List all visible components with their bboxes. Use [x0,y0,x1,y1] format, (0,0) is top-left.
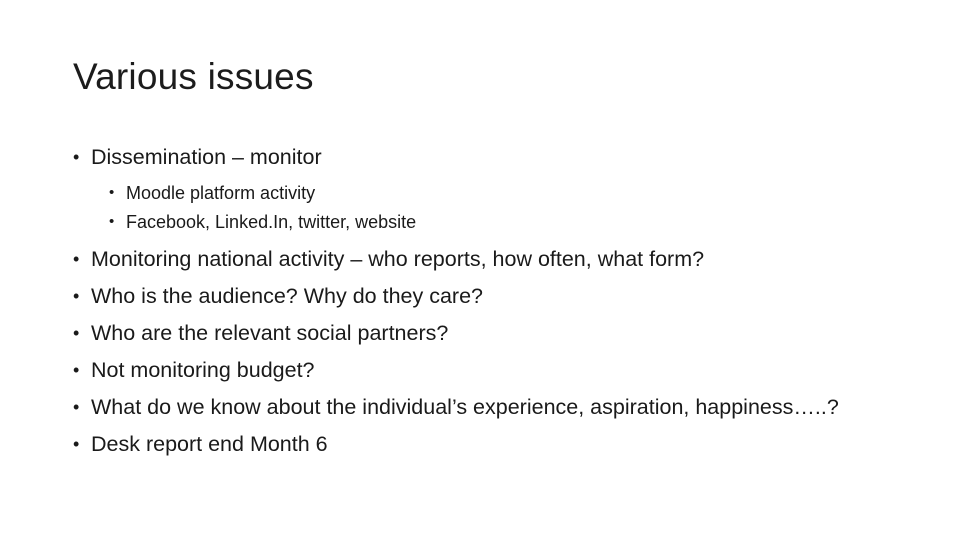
bullet-text: Dissemination – monitor [91,145,322,169]
bullet-text: Not monitoring budget? [91,358,315,382]
bullet-text: Desk report end Month 6 [91,432,328,456]
sub-bullet-list [73,181,903,234]
bullet-list [73,144,903,468]
bullet-item [73,431,903,458]
bullet-item [73,357,903,384]
slide-title: Various issues [73,56,314,97]
bullet-dot-icon: • [109,213,115,230]
sub-bullet-text: Facebook, Linked.In, twitter, website [126,212,417,232]
bullet-text: Who are the relevant social partners? [91,321,449,345]
bullet-dot-icon: • [73,249,80,269]
bullet-dot-icon: • [73,147,80,167]
bullet-item [73,394,903,421]
bullet-item [73,144,903,171]
sub-bullet-item [109,210,903,234]
bullet-text: Who is the audience? Why do they care? [91,284,483,308]
bullet-dot-icon: • [73,360,80,380]
bullet-dot-icon: • [73,323,80,343]
bullet-dot-icon: • [73,434,80,454]
bullet-dot-icon: • [109,184,115,201]
bullet-item [73,283,903,310]
bullet-text: Monitoring national activity – who reports, how often, what form? [91,247,705,271]
sub-bullet-item [109,181,903,205]
bullet-dot-icon: • [73,286,80,306]
bullet-item [73,246,903,273]
bullet-dot-icon: • [73,397,80,417]
bullet-text: What do we know about the individual’s experience, aspiration, happiness…..? [91,395,839,419]
sub-bullet-text: Moodle platform activity [126,183,316,203]
bullet-item [73,320,903,347]
